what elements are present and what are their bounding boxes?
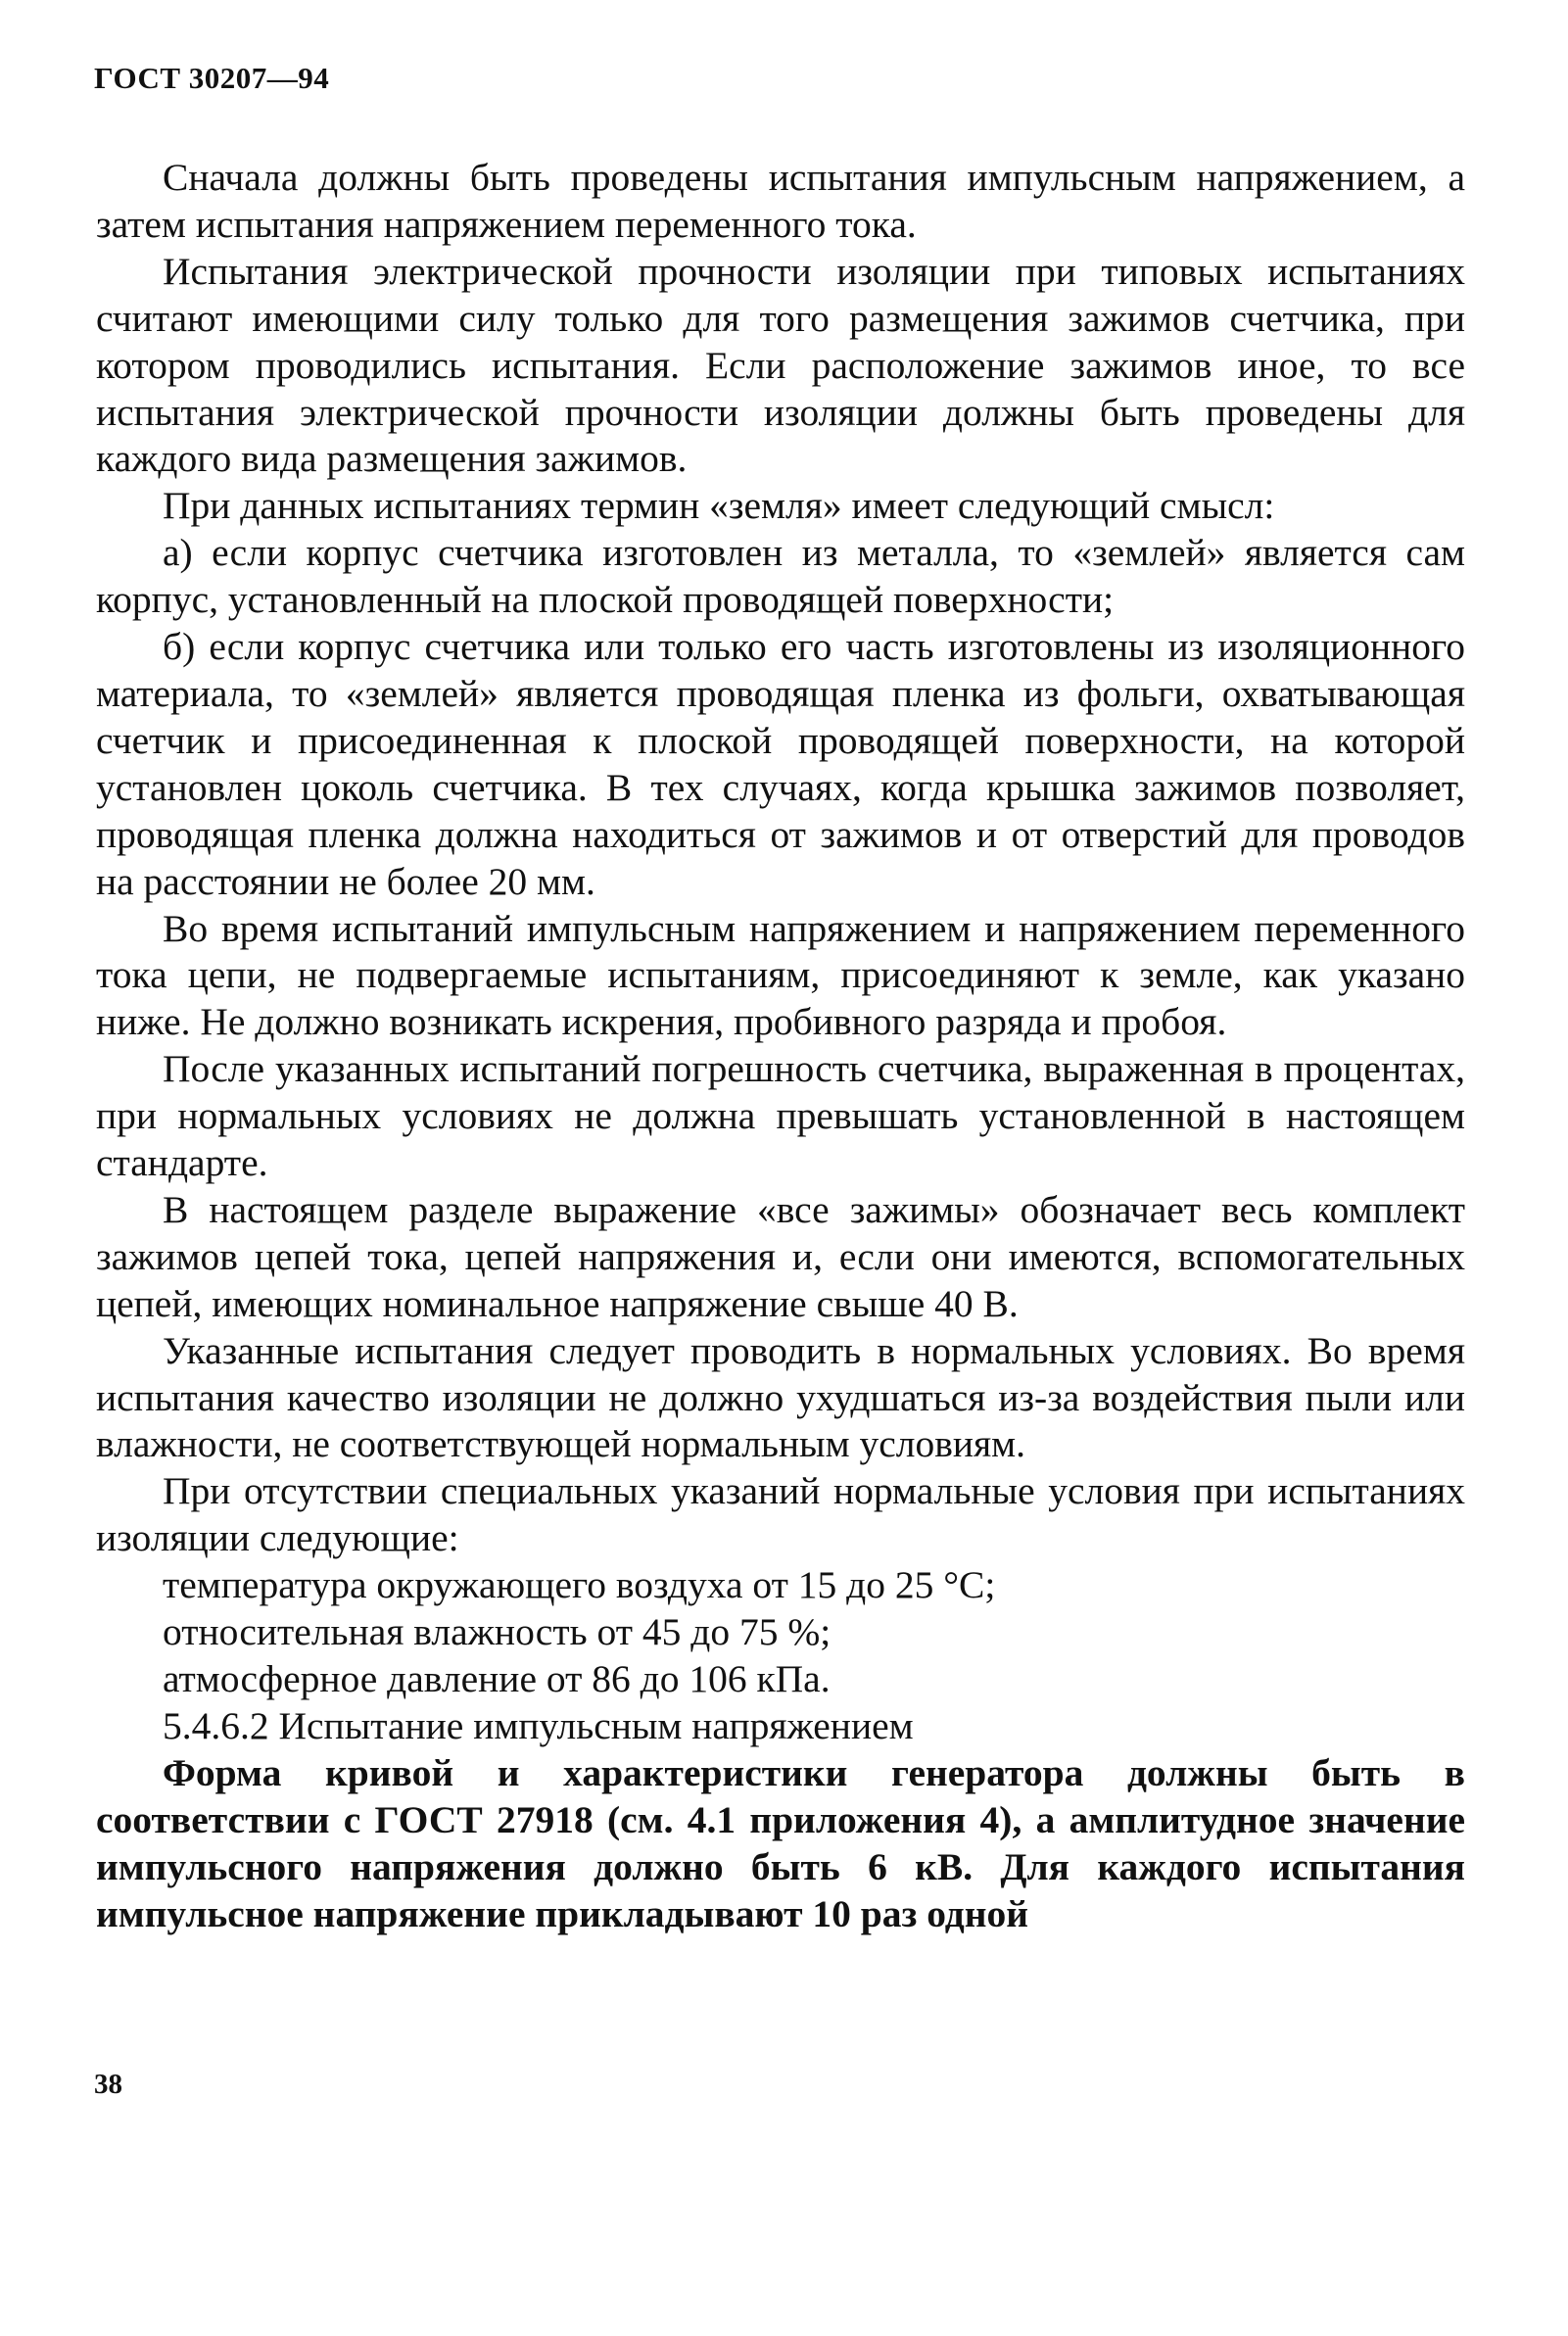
- list-item: б) если корпус счетчика или только его часть изготовлены из изоляционного материала, то «землей» является проводящая пленка из фольги, охватывающая счетчик и присоединенная к плоской проводящей поверхности, на которой установлен цоколь счетчика. В тех случаях, когда крышка зажимов позволяет, проводящая пленка должна находиться от зажимов и от отверстий для проводов на расстоянии не более 20 мм.: [96, 625, 1465, 903]
- section-heading: 5.4.6.2 Испытание импульсным напряжением: [163, 1703, 914, 1747]
- paragraph: Во время испытаний импульсным напряжением и напряжением переменного тока цепи, не подвергаемые испытаниям, присоединяют к земле, как указано ниже. Не должно возникать искрения, пробивного разряда и пробоя.: [96, 906, 1465, 1044]
- list-item: а) если корпус счетчика изготовлен из металла, то «землей» является сам корпус, установленный на плоской проводящей поверхности;: [96, 531, 1465, 622]
- paragraph: Указанные испытания следует проводить в нормальных условиях. Во время испытания качество изоляции не должно ухудшаться из-за воздействия пыли или влажности, не соответствующей нормальным условиям.: [96, 1328, 1465, 1466]
- paragraph: После указанных испытаний погрешность счетчика, выраженная в процентах, при нормальных условиях не должна превышать установленной в настоящем стандарте.: [96, 1047, 1465, 1185]
- paragraph: При данных испытаниях термин «земля» имеет следующий смысл:: [163, 484, 1275, 528]
- condition-item: относительная влажность от 45 до 75 %;: [163, 1610, 832, 1654]
- document-header: ГОСТ 30207—94: [94, 61, 330, 95]
- condition-item: температура окружающего воздуха от 15 до 25 °С;: [163, 1563, 996, 1607]
- paragraph: Сначала должны быть проведены испытания импульсным напряжением, а затем испытания напряжением переменного тока.: [96, 156, 1465, 246]
- section-text: Форма кривой и характеристики генератора должны быть в соответствии с ГОСТ 27918 (см. 4.1 приложения 4), а амплитудное значение импульсного напряжения должно быть 6 кВ. Для каждого испытания импульсное напряжение прикладывают 10 раз одной: [96, 1750, 1465, 1935]
- body-text: [96, 155, 1465, 1937]
- condition-item: атмосферное давление от 86 до 106 кПа.: [163, 1657, 831, 1700]
- paragraph: Испытания электрической прочности изоляции при типовых испытаниях считают имеющими силу только для того размещения зажимов счетчика, при котором проводились испытания. Если расположение зажимов иное, то все испытания электрической прочности изоляции должны быть проведены для каждого вида размещения зажимов.: [96, 249, 1465, 481]
- paragraph: В настоящем разделе выражение «все зажимы» обозначает весь комплект зажимов цепей тока, цепей напряжения и, если они имеются, вспомогательных цепей, имеющих номинальное напряжение свыше 40 В.: [96, 1187, 1465, 1325]
- page-number: 38: [94, 2069, 122, 2100]
- paragraph: При отсутствии специальных указаний нормальные условия при испытаниях изоляции следующие:: [96, 1469, 1465, 1560]
